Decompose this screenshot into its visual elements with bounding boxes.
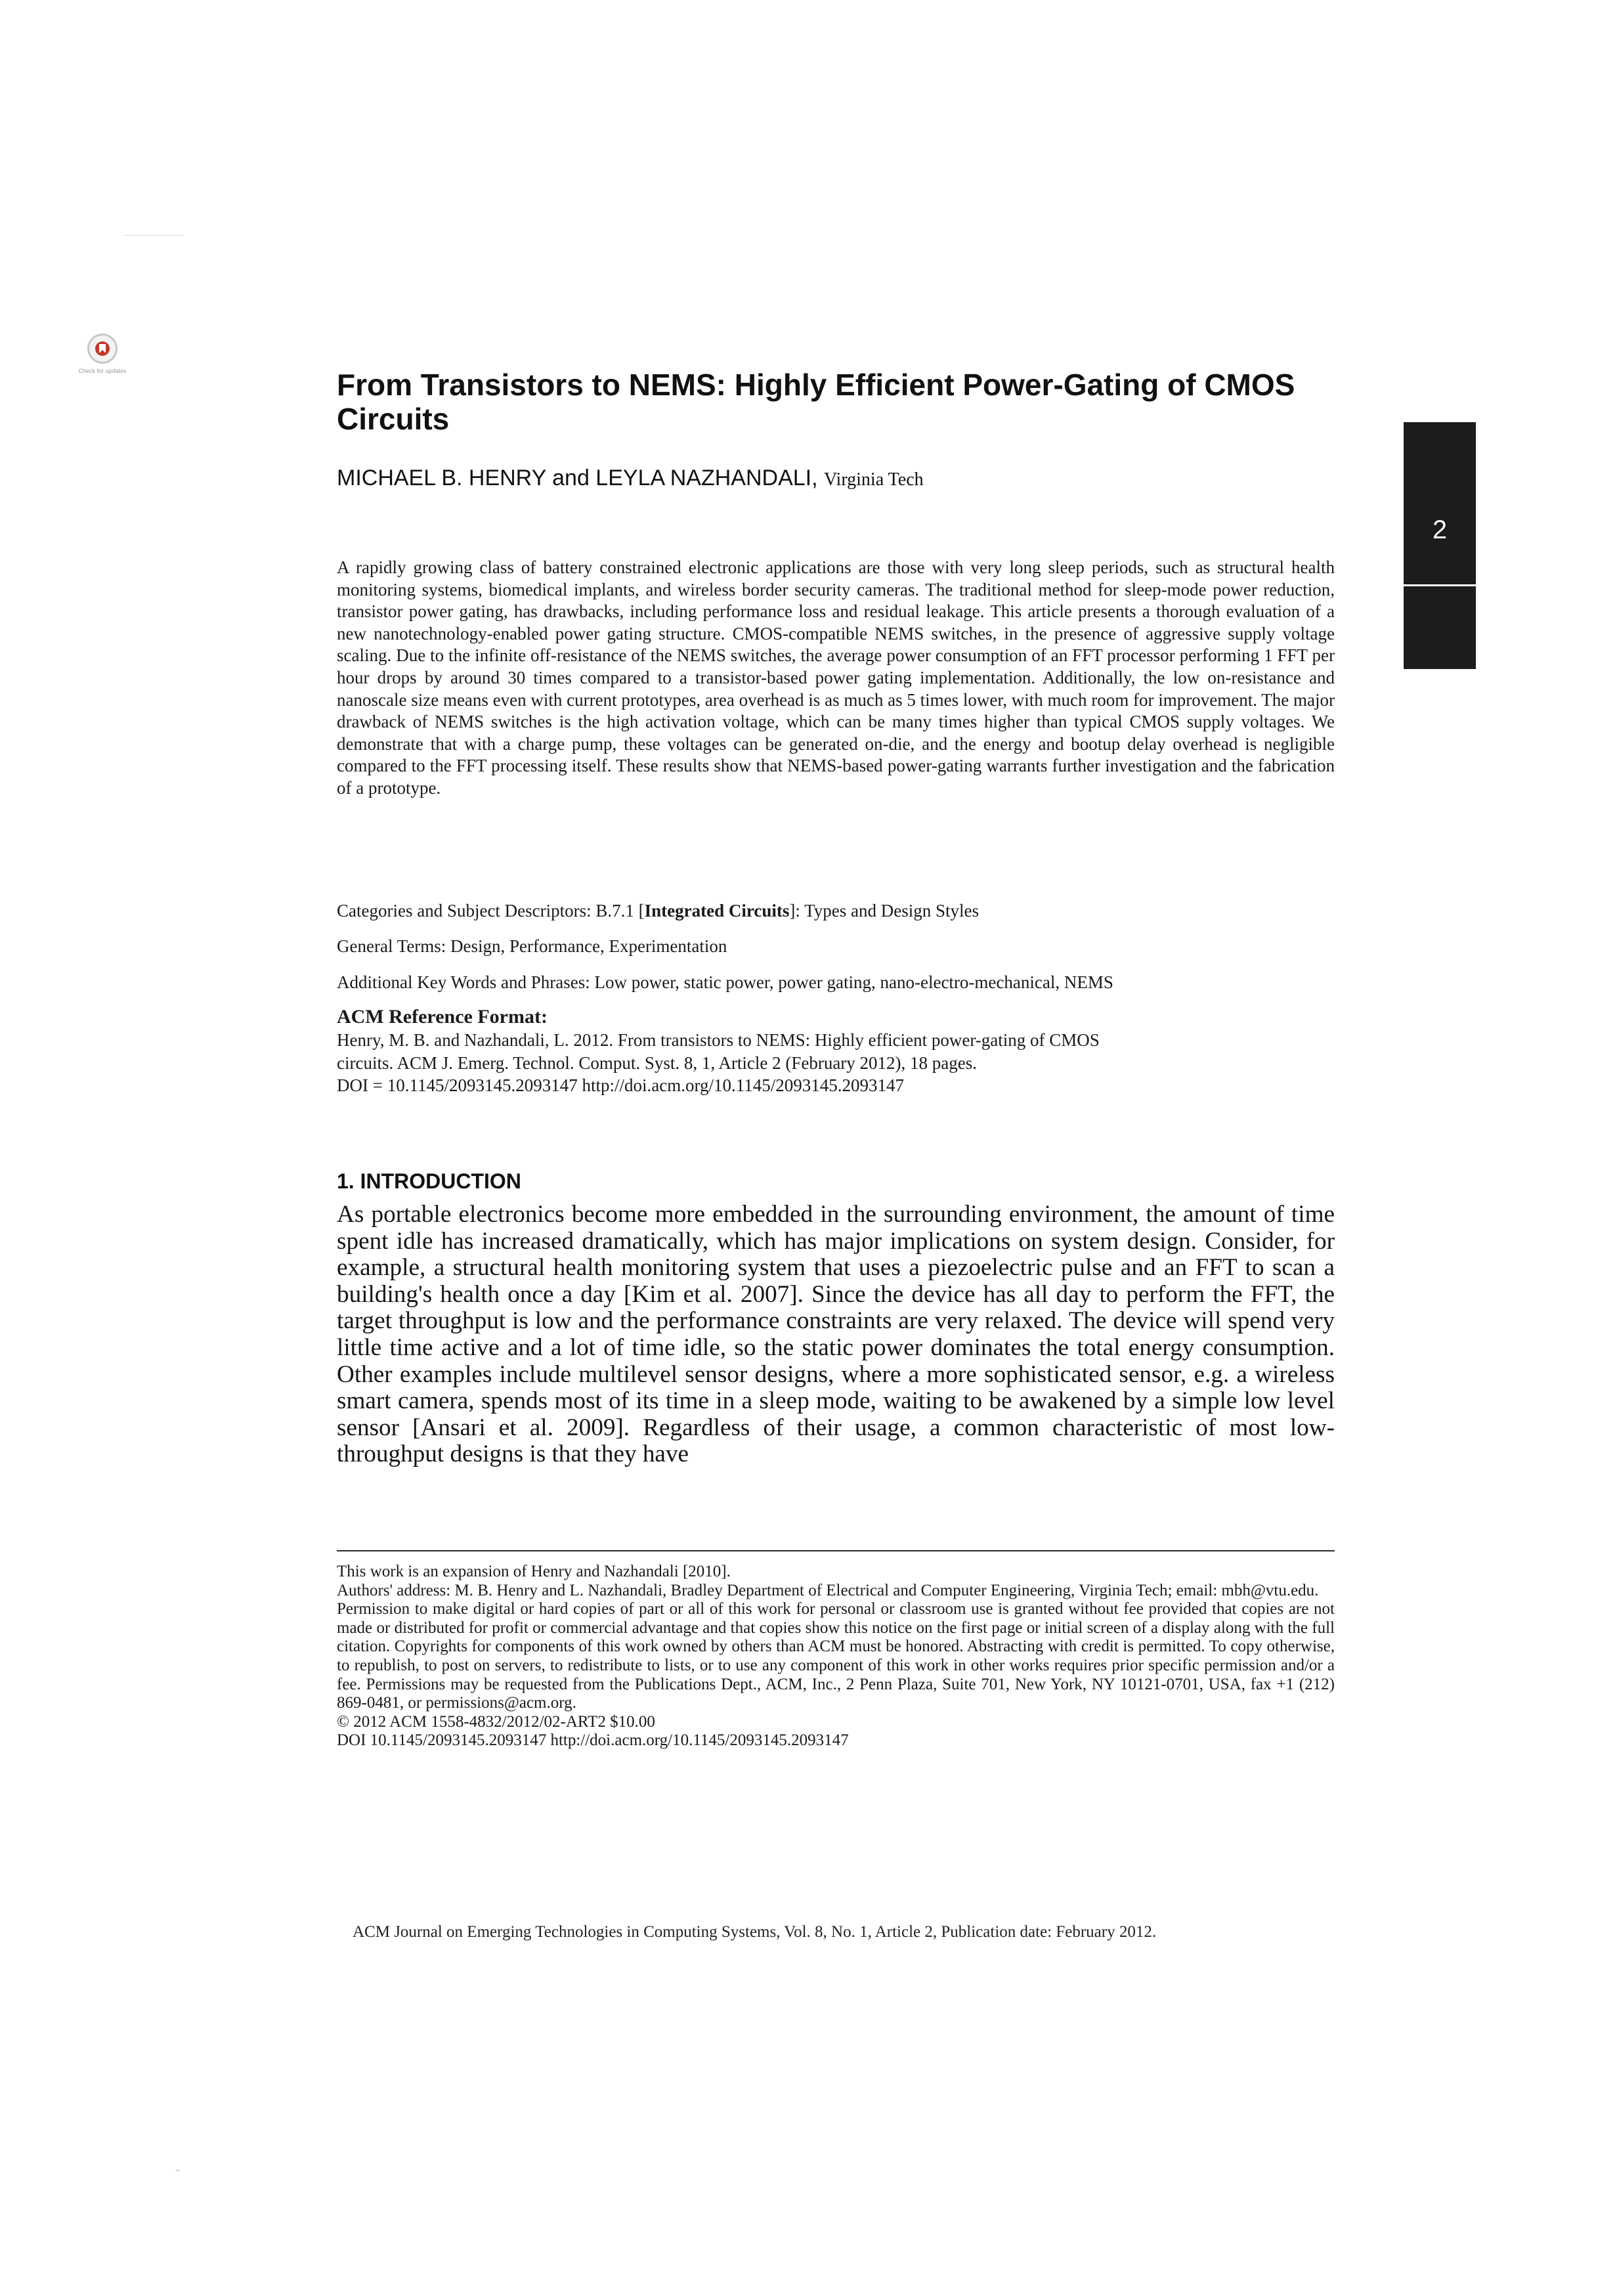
categories-prefix: Categories and Subject Descriptors: B.7.1 [ bbox=[337, 901, 645, 921]
footnote-doi[interactable]: DOI 10.1145/2093145.2093147 http://doi.acm.org/10.1145/2093145.2093147 bbox=[337, 1731, 849, 1750]
reference-format bbox=[337, 1029, 1335, 1097]
author-affiliation: Virginia Tech bbox=[824, 469, 924, 490]
article-number-tab bbox=[1404, 422, 1476, 669]
categories-suffix: ]: Types and Design Styles bbox=[789, 901, 979, 921]
reference-format-heading: ACM Reference Format: bbox=[337, 1006, 548, 1028]
reference-line: Henry, M. B. and Nazhandali, L. 2012. From transistors to NEMS: Highly efficient power-gating of CMOS bbox=[337, 1030, 1100, 1050]
categories-bold: Integrated Circuits bbox=[644, 901, 790, 921]
paper-title: From Transistors to NEMS: Highly Efficient Power-Gating of CMOS Circuits bbox=[337, 368, 1295, 436]
introduction-body: As portable electronics become more embedded in the surrounding environment, the amount of time spent idle has increased dramatically, which has major implications on system design. Consider, for example, a structural health monitoring system that uses a piezoelectric pulse and an FFT to scan a building's health once a day [Kim et al. 2007]. Since the device has all day to perform the FFT, the target throughput is low and the performance constraints are very relaxed. The device will spend very little time active and a lot of time idle, so the static power dominates the total energy consumption. Other examples include multilevel sensor designs, where a more sophisticated sensor, e.g. a wireless smart camera, spends most of its time in a sleep mode, waiting to be awakened by a simple low level sensor [Ansari et al. 2009]. Regardless of their usage, a common characteristic of most low-throughput designs is that they have bbox=[337, 1201, 1335, 1468]
footnote-rule bbox=[337, 1550, 1335, 1551]
section-heading-introduction: 1. INTRODUCTION bbox=[337, 1169, 521, 1193]
scan-artifact-dot bbox=[176, 2170, 180, 2171]
footnote-copyright: © 2012 ACM 1558-4832/2012/02-ART2 $10.00 bbox=[337, 1712, 655, 1731]
footnote-permission: Permission to make digital or hard copies of part or all of this work for personal or classroom use is granted without fee provided that copies are not made or distributed for profit or commercial advantage and that copies show this notice on the first page or initial screen of a display along with the full citation. Copyrights for components of this work owned by others than ACM must be honored. Abstracting with credit is permitted. To copy otherwise, to republish, to post on servers, to redistribute to lists, or to use any component of this work in other works requires prior specific permission and/or a fee. Permissions may be requested from the Publications Dept., ACM, Inc., 2 Penn Plaza, Suite 701, New York, NY 10121-0701, USA, fax +1 (212) 869-0481, or permissions@acm.org. bbox=[337, 1600, 1335, 1712]
footnote-expansion: This work is an expansion of Henry and Nazhandali [2010]. bbox=[337, 1563, 731, 1580]
article-number: 2 bbox=[1432, 515, 1448, 544]
keywords: Additional Key Words and Phrases: Low power, static power, power gating, nano-electro-mechanical, NEMS bbox=[337, 972, 1113, 992]
tab-notch bbox=[1404, 584, 1476, 586]
reference-doi[interactable]: DOI = 10.1145/2093145.2093147 http://doi.acm.org/10.1145/2093145.2093147 bbox=[337, 1075, 904, 1095]
abstract: A rapidly growing class of battery constrained electronic applications are those with very long sleep periods, such as structural health monitoring systems, biomedical implants, and wireless border security cameras. The traditional method for sleep-mode power reduction, transistor power gating, has drawbacks, including performance loss and residual leakage. This article presents a thorough evaluation of a new nanotechnology-enabled power gating structure. CMOS-compatible NEMS switches, in the presence of aggressive supply voltage scaling. Due to the infinite off-resistance of the NEMS switches, the average power consumption of an FFT processor performing 1 FFT per hour drops by around 30 times compared to a transistor-based power gating implementation. Additionally, the low on-resistance and nanoscale size means even with current prototypes, area overhead is as much as 5 times lower, with much room for improvement. The major drawback of NEMS switches is the high activation voltage, which can be many times higher than typical CMOS supply voltages. We demonstrate that with a charge pump, these voltages can be generated on-die, and the energy and bootup delay overhead is negligible compared to the FFT processing itself. These results show that NEMS-based power-gating warrants further investigation and the fabrication of a prototype. bbox=[337, 557, 1335, 798]
scan-artifact-line bbox=[125, 235, 184, 236]
footnotes bbox=[337, 1563, 1335, 1750]
bookmark-icon bbox=[99, 344, 106, 353]
check-for-updates-icon[interactable] bbox=[87, 334, 118, 364]
categories-descriptors bbox=[337, 899, 1335, 922]
author-names: MICHAEL B. HENRY and LEYLA NAZHANDALI, bbox=[337, 466, 818, 490]
general-terms: General Terms: Design, Performance, Experimentation bbox=[337, 936, 727, 956]
footnote-address: Authors' address: M. B. Henry and L. Nazhandali, Bradley Department of Electrical and Computer Engineering, Virginia Tech; email: mbh@vtu.edu. bbox=[337, 1581, 1319, 1599]
reference-line: circuits. ACM J. Emerg. Technol. Comput. Syst. 8, 1, Article 2 (February 2012), 18 pages. bbox=[337, 1052, 978, 1073]
journal-footer: ACM Journal on Emerging Technologies in Computing Systems, Vol. 8, No. 1, Article 2, Publication date: February 2012. bbox=[353, 1923, 1157, 1941]
author-line bbox=[337, 464, 924, 494]
check-for-updates-label[interactable]: Check for updates bbox=[78, 368, 127, 374]
